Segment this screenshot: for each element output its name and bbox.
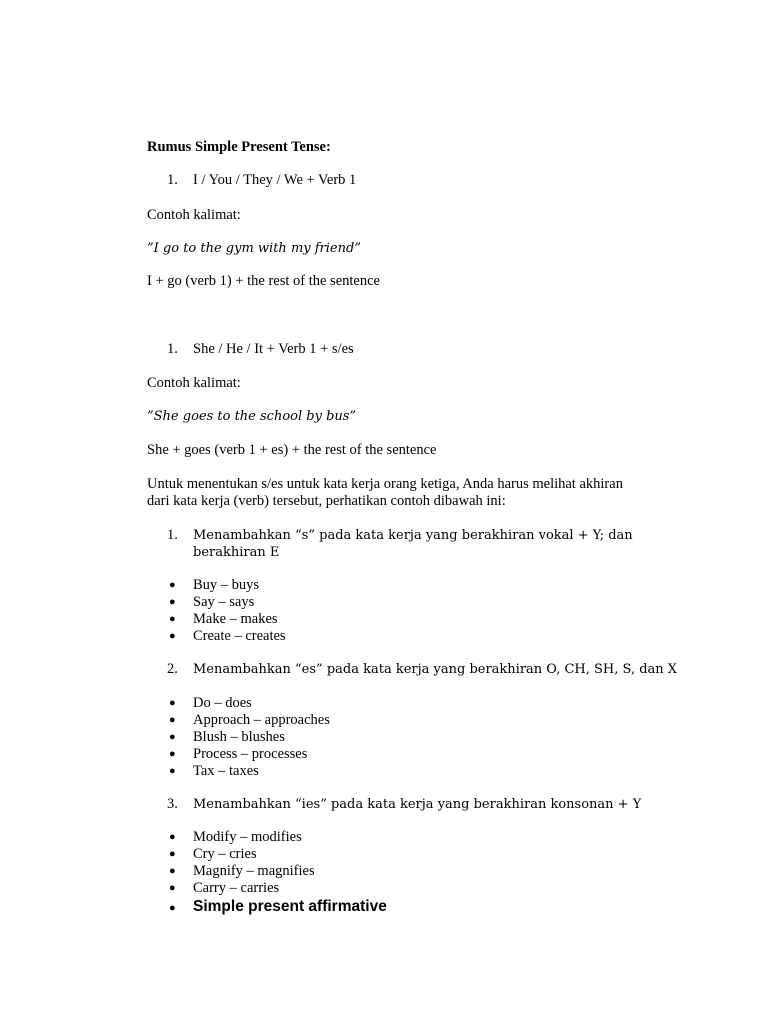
- example-sentence-2: ”She goes to the school by bus”: [147, 409, 357, 424]
- list-item-text: Make – makes: [193, 611, 278, 627]
- list-item-text: Approach – approaches: [193, 712, 330, 728]
- intro-line-2: dari kata kerja (verb) tersebut, perhatikan contoh dibawah ini:: [147, 493, 506, 509]
- rule-1-text-line-2: berakhiran E: [193, 545, 280, 560]
- example-label-1: Contoh kalimat:: [147, 207, 241, 223]
- explanation-1: I + go (verb 1) + the rest of the sentence: [147, 273, 380, 289]
- bullet-icon: ●: [169, 697, 176, 709]
- rule-1-number: 1.: [167, 527, 178, 543]
- rule-2-number: 2.: [167, 661, 178, 677]
- rule-3-text: Menambahkan “ies” pada kata kerja yang berakhiran konsonan + Y: [193, 797, 642, 812]
- list-item-text: Magnify – magnifies: [193, 863, 315, 879]
- example-sentence-1: ”I go to the gym with my friend”: [147, 241, 361, 256]
- list-item-text: Cry – cries: [193, 846, 257, 862]
- list-item-text: Create – creates: [193, 628, 286, 644]
- formula-2-text: She / He / It + Verb 1 + s/es: [193, 341, 354, 357]
- bullet-icon: ●: [169, 765, 176, 777]
- section-heading-affirmative: Simple present affirmative: [193, 898, 387, 915]
- rule-1-text-line-1: Menambahkan “s” pada kata kerja yang berakhiran vokal + Y; dan: [193, 528, 633, 543]
- bullet-icon: ●: [169, 613, 176, 625]
- bullet-icon: ●: [169, 865, 176, 877]
- list-item-text: Carry – carries: [193, 880, 280, 896]
- bullet-icon: ●: [169, 831, 176, 843]
- intro-line-1: Untuk menentukan s/es untuk kata kerja orang ketiga, Anda harus melihat akhiran: [147, 476, 623, 492]
- explanation-2: She + goes (verb 1 + es) + the rest of the sentence: [147, 442, 437, 458]
- example-label-2: Contoh kalimat:: [147, 375, 241, 391]
- list-item-text: Say – says: [193, 594, 255, 610]
- bullet-icon: ●: [169, 848, 176, 860]
- bullet-icon: ●: [169, 731, 176, 743]
- list-item-text: Tax – taxes: [193, 763, 259, 779]
- list-item-text: Blush – blushes: [193, 729, 285, 745]
- rule-3-number: 3.: [167, 796, 178, 812]
- bullet-icon: ●: [169, 579, 176, 591]
- rule-2-text: Menambahkan “es” pada kata kerja yang berakhiran O, CH, SH, S, dan X: [193, 662, 678, 677]
- bullet-icon: ●: [169, 714, 176, 726]
- bullet-icon: ●: [169, 902, 176, 914]
- formula-2-number: 1.: [167, 341, 178, 357]
- bullet-icon: ●: [169, 748, 176, 760]
- bullet-icon: ●: [169, 630, 176, 642]
- list-item-text: Buy – buys: [193, 577, 260, 593]
- formula-1-text: I / You / They / We + Verb 1: [193, 172, 357, 188]
- bullet-icon: ●: [169, 882, 176, 894]
- list-item-text: Modify – modifies: [193, 829, 302, 845]
- bullet-icon: ●: [169, 596, 176, 608]
- list-item-text: Do – does: [193, 695, 252, 711]
- formula-1-number: 1.: [167, 172, 178, 188]
- list-item-text: Process – processes: [193, 746, 308, 762]
- document-title: Rumus Simple Present Tense:: [147, 139, 331, 155]
